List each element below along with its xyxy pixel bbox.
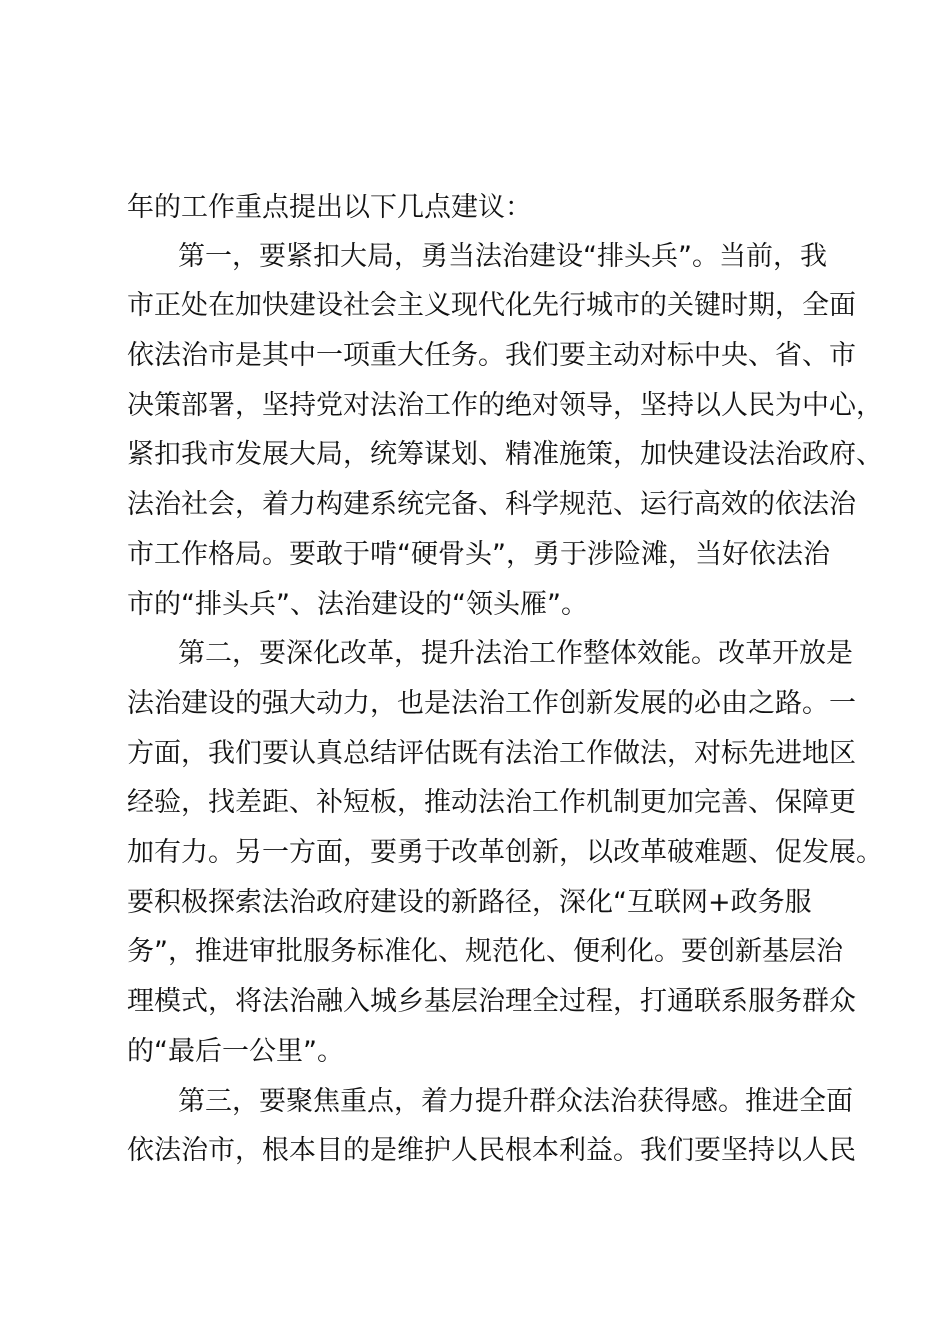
text-line: 紧扣我市发展大局，统筹谋划、精准施策，加快建设法治政府、 <box>127 439 883 470</box>
text-line: 法治建设的强大动力，也是法治工作创新发展的必由之路。一 <box>127 688 856 719</box>
text-line: 理模式，将法治融入城乡基层治理全过程，打通联系服务群众 <box>127 986 856 1017</box>
text-line: 市工作格局。要敢于啃“硬骨头”，勇于涉险滩，当好依法治 <box>127 539 830 570</box>
paragraph-first-line: 第一，要紧扣大局，勇当法治建设“排头兵”。当前，我 <box>178 241 827 272</box>
text-line: 市的“排头兵”、法治建设的“领头雁”。 <box>127 589 588 620</box>
text-line: 经验，找差距、补短板，推动法治工作机制更加完善、保障更 <box>127 787 856 818</box>
text-line: 依法治市，根本目的是维护人民根本利益。我们要坚持以人民 <box>127 1135 856 1166</box>
text-line: 法治社会，着力构建系统完备、科学规范、运行高效的依法治 <box>127 489 856 520</box>
text-line: 的“最后一公里”。 <box>127 1036 344 1067</box>
text-line: 加有力。另一方面，要勇于改革创新，以改革破难题、促发展。 <box>127 837 883 868</box>
paragraph-first-line: 第二，要深化改革，提升法治工作整体效能。改革开放是 <box>178 638 853 669</box>
paragraph-first-line: 第三，要聚焦重点，着力提升群众法治获得感。推进全面 <box>178 1086 853 1117</box>
text-line: 务”，推进审批服务标准化、规范化、便利化。要创新基层治 <box>127 936 843 967</box>
text-line: 要积极探索法治政府建设的新路径，深化“互联网+政务服 <box>127 887 812 918</box>
text-line: 方面，我们要认真总结评估既有法治工作做法，对标先进地区 <box>127 738 856 769</box>
text-line: 决策部署，坚持党对法治工作的绝对领导，坚持以人民为中心， <box>127 390 883 421</box>
text-line: 市正处在加快建设社会主义现代化先行城市的关键时期，全面 <box>127 290 856 321</box>
text-line: 年的工作重点提出以下几点建议： <box>127 192 532 223</box>
text-line: 依法治市是其中一项重大任务。我们要主动对标中央、省、市 <box>127 340 856 371</box>
